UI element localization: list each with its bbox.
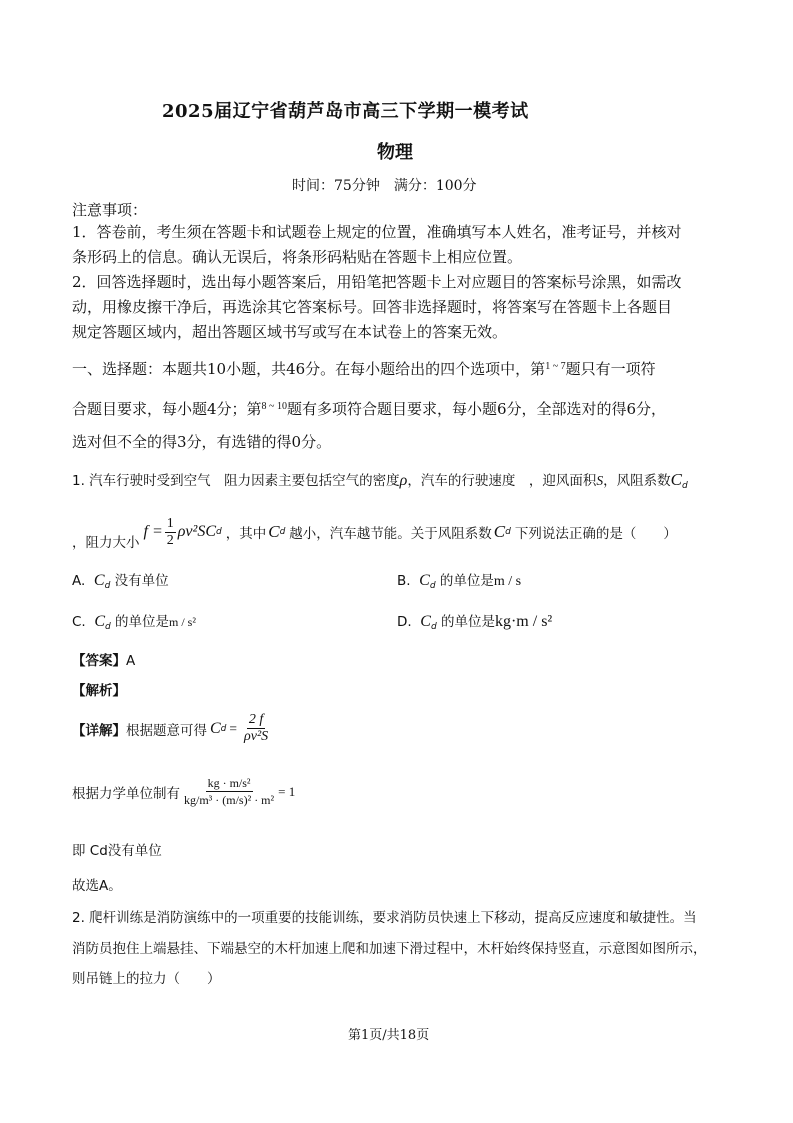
exam-meta: 时间：75分钟 满分：100分 (292, 178, 477, 194)
note-line-2: 条形码上的信息。确认无误后，将条形码粘贴在答题卡上相应位置。 (72, 248, 523, 266)
section1-line1: 一、选择题：本题共10小题，共46分。在每小题给出的四个选项中，第$^{1 \sim 7}$题只有一项符 (72, 360, 656, 378)
q1-detail: 【详解】 根据题意可得 C d = $\frac{2 f}{\text{ρv²S}}$ (72, 712, 269, 744)
exam-title: 2025届辽宁省葫芦岛市高三下学期一模考试 (162, 101, 529, 122)
q1-units: 根据力学单位制有 $\frac{\text{kg · m/s²}}{\text{kg/m³ · (m/s)² · m²}}$ = 1 (72, 776, 296, 807)
q1-choose: 故选A。 (72, 878, 122, 894)
q1-answer: 【答案】A (72, 653, 136, 669)
q1-option-d: D. $C_d$ 的单位是kg·m / s² (397, 613, 553, 632)
note-line-3: 2．回答选择题时，选出每小题答案后，用铅笔把答题卡上对应题目的答案标号涂黑，如需改 (72, 273, 682, 291)
q1-option-b: B. $C_d$ 的单位是m / s (397, 572, 522, 591)
note-line-5: 规定答题区域内，超出答题区域书写或写在本试卷上的答案无效。 (72, 323, 508, 341)
q1-stem-line2: ，阻力大小 f = $\frac{1}{2}$ ρv²SC d ，其中 C d 越小，汽车越节能。关于风阻系数 C d 下列说法正确的是（ ） (72, 515, 677, 551)
q2-line-3: 则吊链上的拉力（ ） (72, 971, 221, 987)
q1-formula-fraction: $\frac{1}{2}$ (166, 515, 174, 548)
subject-title: 物理 (377, 142, 413, 163)
q1-conclusion: 即 Cd没有单位 (72, 843, 162, 859)
q2-line-2: 消防员抱住上端悬挂、下端悬空的木杆加速上爬和加速下滑过程中，木杆始终保持竖直，示意图如图所示， (72, 941, 707, 957)
q1-stem-line1: 1. 汽车行驶时受到空气 阻力因素主要包括空气的密度ρ，汽车的行驶速度 ，迎风面积S，风阻系数$C_d$ (72, 470, 688, 491)
q2-line-1: 2. 爬杆训练是消防演练中的一项重要的技能训练，要求消防员快速上下移动，提高反应速度和敏捷性。当 (72, 910, 697, 926)
q1-analysis-tag: 【解析】 (72, 683, 126, 699)
section1-line2: 合题目要求，每小题4分；第$^{8 \sim 10}$题有多项符合题目要求，每小题6分，全部选对的得6分， (72, 400, 667, 418)
notes-heading: 注意事项： (72, 201, 148, 219)
note-line-4: 动，用橡皮擦干净后，再选涂其它答案标号。回答非选择题时，将答案写在答题卡上各题目 (72, 298, 673, 316)
note-line-1: 1．答卷前，考生须在答题卡和试题卷上规定的位置，准确填写本人姓名，准考证号，并核对 (72, 223, 682, 241)
page-footer: 第1页/共18页 (348, 1028, 430, 1043)
q1-option-c: C. $C_d$ 的单位是m / s² (72, 613, 196, 632)
q1-units-fraction: $\frac{\text{kg · m/s²}}{\text{kg/m³ · (m/s)² · m²}}$ (184, 776, 275, 807)
section1-line3: 选对但不全的得3分，有选错的得0分。 (72, 433, 332, 451)
q1-detail-fraction: $\frac{2 f}{\text{ρv²S}}$ (244, 712, 269, 744)
q1-option-a: A. $C_d$ 没有单位 (72, 572, 169, 591)
